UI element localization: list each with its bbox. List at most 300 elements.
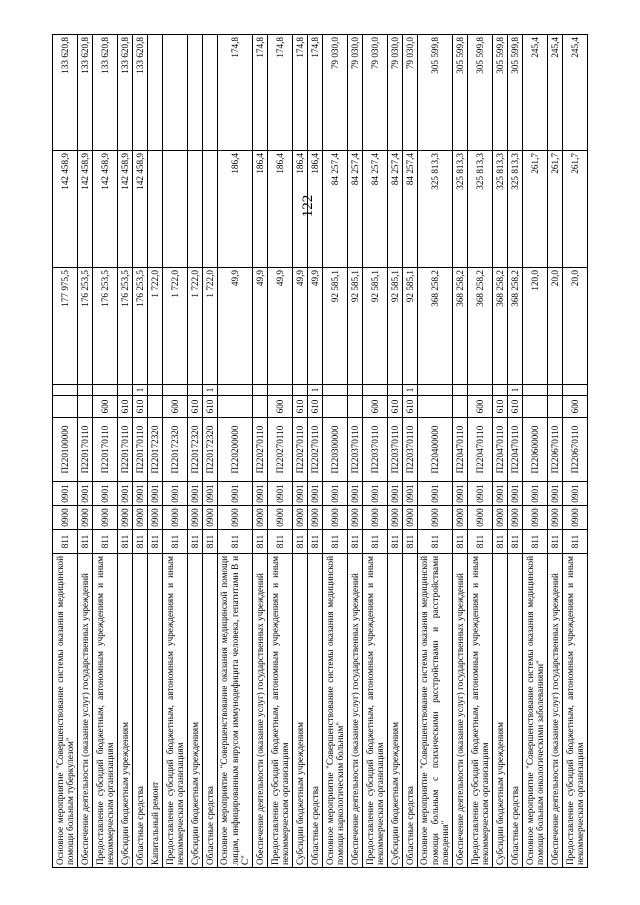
expense-type-cell: 600 [468, 396, 493, 418]
section-cell: 0900 [293, 506, 308, 530]
target-article-cell: П220370110 [348, 418, 363, 482]
funding-source-cell [348, 385, 363, 396]
subsection-cell: 0901 [508, 482, 523, 506]
section-cell: 0900 [493, 506, 508, 530]
amount-year3-cell: 305 599,8 [493, 35, 508, 151]
subsection-cell: 0901 [293, 482, 308, 506]
grbs-cell: 811 [308, 530, 323, 554]
row-name-cell: Основное мероприятие "Совершенствование системы оказания медицинской помощи больным с психическими расстройствами и расстройствами поведения" [418, 554, 453, 868]
section-cell: 0900 [253, 506, 268, 530]
funding-source-cell: 1 [508, 385, 523, 396]
target-article-cell: П220400000 [418, 418, 453, 482]
target-article-cell: П220370110 [388, 418, 403, 482]
grbs-cell: 811 [218, 530, 253, 554]
funding-source-cell: 1 [308, 385, 323, 396]
table-row [308, 35, 323, 868]
target-article-cell: П220172320 [163, 418, 188, 482]
grbs-cell: 811 [363, 530, 388, 554]
subsection-cell: 0901 [563, 482, 588, 506]
table-row [253, 35, 268, 868]
amount-year3-cell: 133 620,8 [118, 35, 133, 151]
section-cell: 0900 [203, 506, 218, 530]
table-row [403, 35, 418, 868]
row-name-cell: Обеспечение деятельности (оказание услуг) государственных учреждений [253, 554, 268, 868]
amount-year2-cell: 142 458,9 [118, 151, 133, 268]
table-row [453, 35, 468, 868]
target-article-cell: П220600000 [523, 418, 548, 482]
grbs-cell: 811 [118, 530, 133, 554]
funding-source-cell [118, 385, 133, 396]
subsection-cell: 0901 [548, 482, 563, 506]
amount-year2-cell: 186,4 [218, 151, 253, 268]
expense-type-cell: 610 [203, 396, 218, 418]
funding-source-cell [268, 385, 293, 396]
amount-year1-cell: 1 722,0 [203, 268, 218, 385]
grbs-cell: 811 [468, 530, 493, 554]
funding-source-cell [548, 385, 563, 396]
row-name-cell: Областные средства [508, 554, 523, 868]
amount-year2-cell [163, 151, 188, 268]
funding-source-cell [148, 385, 163, 396]
section-cell: 0900 [348, 506, 363, 530]
subsection-cell: 0901 [363, 482, 388, 506]
expense-type-cell: 610 [388, 396, 403, 418]
section-cell: 0900 [548, 506, 563, 530]
target-article-cell: П220670110 [563, 418, 588, 482]
amount-year2-cell: 84 257,4 [323, 151, 348, 268]
funding-source-cell [363, 385, 388, 396]
target-article-cell: П220172320 [203, 418, 218, 482]
budget-table [52, 34, 588, 868]
table-row [323, 35, 348, 868]
row-name-cell: Основное мероприятие "Совершенствование системы оказания медицинской помощи больным туберкулезом" [53, 554, 78, 868]
subsection-cell: 0901 [218, 482, 253, 506]
section-cell: 0900 [563, 506, 588, 530]
subsection-cell: 0901 [163, 482, 188, 506]
section-cell: 0900 [118, 506, 133, 530]
subsection-cell: 0901 [453, 482, 468, 506]
funding-source-cell [388, 385, 403, 396]
row-name-cell: Субсидии бюджетным учреждениям [388, 554, 403, 868]
amount-year1-cell: 92 585,1 [323, 268, 348, 385]
amount-year1-cell: 49,9 [308, 268, 323, 385]
table-row [363, 35, 388, 868]
table-row [388, 35, 403, 868]
table-row [523, 35, 548, 868]
subsection-cell: 0901 [188, 482, 203, 506]
amount-year2-cell [148, 151, 163, 268]
subsection-cell: 0901 [118, 482, 133, 506]
subsection-cell: 0901 [53, 482, 78, 506]
section-cell: 0900 [453, 506, 468, 530]
funding-source-cell [523, 385, 548, 396]
section-cell: 0900 [78, 506, 93, 530]
amount-year1-cell: 20,0 [563, 268, 588, 385]
grbs-cell: 811 [348, 530, 363, 554]
amount-year3-cell [188, 35, 203, 151]
amount-year2-cell: 142 458,9 [78, 151, 93, 268]
table-row [53, 35, 78, 868]
amount-year1-cell: 1 722,0 [188, 268, 203, 385]
amount-year3-cell: 174,8 [268, 35, 293, 151]
grbs-cell: 811 [203, 530, 218, 554]
row-name-cell: Предоставление субсидий бюджетным, автономным учреждениям и иным некоммерческим организациям [468, 554, 493, 868]
amount-year1-cell: 92 585,1 [348, 268, 363, 385]
row-name-cell: Обеспечение деятельности (оказание услуг) государственных учреждений [453, 554, 468, 868]
table-row [218, 35, 253, 868]
expense-type-cell: 600 [163, 396, 188, 418]
row-name-cell: Областные средства [133, 554, 148, 868]
amount-year2-cell: 325 813,3 [493, 151, 508, 268]
amount-year1-cell: 177 975,5 [53, 268, 78, 385]
amount-year2-cell: 261,7 [523, 151, 548, 268]
table-row [268, 35, 293, 868]
amount-year3-cell [148, 35, 163, 151]
table-row [468, 35, 493, 868]
amount-year3-cell: 174,8 [253, 35, 268, 151]
funding-source-cell [188, 385, 203, 396]
amount-year2-cell: 325 813,3 [453, 151, 468, 268]
expense-type-cell [523, 396, 548, 418]
grbs-cell: 811 [78, 530, 93, 554]
amount-year2-cell: 84 257,4 [363, 151, 388, 268]
expense-type-cell [548, 396, 563, 418]
amount-year3-cell: 174,8 [218, 35, 253, 151]
funding-source-cell [253, 385, 268, 396]
grbs-cell: 811 [388, 530, 403, 554]
expense-type-cell: 610 [308, 396, 323, 418]
grbs-cell: 811 [418, 530, 453, 554]
target-article-cell: П220170110 [93, 418, 118, 482]
amount-year2-cell: 142 458,9 [93, 151, 118, 268]
funding-source-cell [293, 385, 308, 396]
amount-year1-cell: 176 253,5 [78, 268, 93, 385]
amount-year3-cell: 305 599,8 [418, 35, 453, 151]
section-cell: 0900 [188, 506, 203, 530]
row-name-cell: Предоставление субсидий бюджетным, автономным учреждениям и иным некоммерческим организациям [268, 554, 293, 868]
expense-type-cell: 610 [118, 396, 133, 418]
expense-type-cell: 610 [403, 396, 418, 418]
grbs-cell: 811 [563, 530, 588, 554]
row-name-cell: Субсидии бюджетным учреждениям [188, 554, 203, 868]
row-name-cell: Областные средства [403, 554, 418, 868]
table-row [133, 35, 148, 868]
amount-year1-cell: 368 258,2 [453, 268, 468, 385]
amount-year1-cell: 368 258,2 [468, 268, 493, 385]
grbs-cell: 811 [188, 530, 203, 554]
target-article-cell: П220670110 [548, 418, 563, 482]
amount-year1-cell: 49,9 [253, 268, 268, 385]
subsection-cell: 0901 [308, 482, 323, 506]
amount-year1-cell: 176 253,5 [133, 268, 148, 385]
section-cell: 0900 [93, 506, 118, 530]
row-name-cell: Обеспечение деятельности (оказание услуг) государственных учреждений [348, 554, 363, 868]
grbs-cell: 811 [163, 530, 188, 554]
row-name-cell: Основное мероприятие "Совершенствование системы оказания медицинской помощи наркологическим больным" [323, 554, 348, 868]
amount-year1-cell: 176 253,5 [118, 268, 133, 385]
expense-type-cell [148, 396, 163, 418]
expense-type-cell: 610 [508, 396, 523, 418]
table-row [418, 35, 453, 868]
amount-year2-cell: 142 458,9 [133, 151, 148, 268]
table-row [563, 35, 588, 868]
row-name-cell: Обеспечение деятельности (оказание услуг) государственных учреждений [548, 554, 563, 868]
subsection-cell: 0901 [93, 482, 118, 506]
section-cell: 0900 [403, 506, 418, 530]
table-row [188, 35, 203, 868]
table-row [148, 35, 163, 868]
expense-type-cell: 610 [188, 396, 203, 418]
amount-year1-cell: 49,9 [293, 268, 308, 385]
subsection-cell: 0901 [203, 482, 218, 506]
amount-year1-cell: 368 258,2 [508, 268, 523, 385]
section-cell: 0900 [218, 506, 253, 530]
grbs-cell: 811 [548, 530, 563, 554]
expense-type-cell [218, 396, 253, 418]
subsection-cell: 0901 [523, 482, 548, 506]
grbs-cell: 811 [493, 530, 508, 554]
expense-type-cell [348, 396, 363, 418]
row-name-cell: Областные средства [308, 554, 323, 868]
amount-year2-cell: 186,4 [308, 151, 323, 268]
budget-table-container [52, 35, 585, 868]
section-cell: 0900 [163, 506, 188, 530]
page-number: 122 [300, 194, 316, 218]
amount-year3-cell [163, 35, 188, 151]
subsection-cell: 0901 [468, 482, 493, 506]
amount-year3-cell: 245,4 [563, 35, 588, 151]
amount-year3-cell: 133 620,8 [53, 35, 78, 151]
expense-type-cell: 600 [93, 396, 118, 418]
subsection-cell: 0901 [148, 482, 163, 506]
amount-year3-cell: 79 030,0 [363, 35, 388, 151]
amount-year1-cell: 49,9 [268, 268, 293, 385]
expense-type-cell [418, 396, 453, 418]
section-cell: 0900 [268, 506, 293, 530]
grbs-cell: 811 [133, 530, 148, 554]
funding-source-cell [93, 385, 118, 396]
amount-year3-cell: 133 620,8 [93, 35, 118, 151]
amount-year1-cell: 368 258,2 [493, 268, 508, 385]
section-cell: 0900 [308, 506, 323, 530]
funding-source-cell [53, 385, 78, 396]
expense-type-cell: 610 [293, 396, 308, 418]
section-cell: 0900 [148, 506, 163, 530]
subsection-cell: 0901 [133, 482, 148, 506]
expense-type-cell [78, 396, 93, 418]
section-cell: 0900 [53, 506, 78, 530]
amount-year2-cell: 186,4 [268, 151, 293, 268]
target-article-cell: П220200000 [218, 418, 253, 482]
amount-year1-cell: 20,0 [548, 268, 563, 385]
amount-year3-cell: 79 030,0 [388, 35, 403, 151]
table-row [548, 35, 563, 868]
subsection-cell: 0901 [348, 482, 363, 506]
expense-type-cell: 600 [268, 396, 293, 418]
amount-year2-cell [188, 151, 203, 268]
target-article-cell: П220270110 [268, 418, 293, 482]
funding-source-cell [453, 385, 468, 396]
row-name-cell: Субсидии бюджетным учреждениям [293, 554, 308, 868]
target-article-cell: П220470110 [453, 418, 468, 482]
section-cell: 0900 [523, 506, 548, 530]
row-name-cell: Областные средства [203, 554, 218, 868]
target-article-cell: П220300000 [323, 418, 348, 482]
amount-year3-cell: 245,4 [523, 35, 548, 151]
amount-year3-cell: 174,8 [308, 35, 323, 151]
row-name-cell: Предоставление субсидий бюджетным, автономным учреждениям и иным некоммерческим организациям [363, 554, 388, 868]
expense-type-cell: 610 [493, 396, 508, 418]
target-article-cell: П220172320 [188, 418, 203, 482]
amount-year2-cell: 186,4 [293, 151, 308, 268]
expense-type-cell [253, 396, 268, 418]
amount-year1-cell: 92 585,1 [403, 268, 418, 385]
amount-year3-cell: 174,8 [293, 35, 308, 151]
funding-source-cell [493, 385, 508, 396]
target-article-cell: П220100000 [53, 418, 78, 482]
grbs-cell: 811 [403, 530, 418, 554]
amount-year2-cell: 84 257,4 [403, 151, 418, 268]
grbs-cell: 811 [268, 530, 293, 554]
funding-source-cell [163, 385, 188, 396]
amount-year1-cell: 92 585,1 [363, 268, 388, 385]
subsection-cell: 0901 [268, 482, 293, 506]
amount-year2-cell: 261,7 [563, 151, 588, 268]
amount-year3-cell: 133 620,8 [133, 35, 148, 151]
amount-year1-cell: 368 258,2 [418, 268, 453, 385]
row-name-cell: Основное мероприятие "Совершенствование оказания медицинской помощи лицам, инфицированным вирусом иммунодефицита человека, гепатитами В и С" [218, 554, 253, 868]
target-article-cell: П220170110 [118, 418, 133, 482]
row-name-cell: Капитальный ремонт [148, 554, 163, 868]
amount-year1-cell: 92 585,1 [388, 268, 403, 385]
amount-year2-cell: 261,7 [548, 151, 563, 268]
funding-source-cell [218, 385, 253, 396]
amount-year3-cell: 79 030,0 [323, 35, 348, 151]
row-name-cell: Предоставление субсидий бюджетным, автономным учреждениям и иным некоммерческим организациям [93, 554, 118, 868]
grbs-cell: 811 [293, 530, 308, 554]
row-name-cell: Основное мероприятие "Совершенствование системы оказания медицинской помощи больным онкологическими заболеваниями" [523, 554, 548, 868]
target-article-cell: П220170110 [133, 418, 148, 482]
amount-year2-cell [203, 151, 218, 268]
amount-year1-cell: 49,9 [218, 268, 253, 385]
section-cell: 0900 [418, 506, 453, 530]
row-name-cell: Обеспечение деятельности (оказание услуг) государственных учреждений [78, 554, 93, 868]
target-article-cell: П220270110 [253, 418, 268, 482]
amount-year2-cell: 325 813,3 [508, 151, 523, 268]
table-row [118, 35, 133, 868]
amount-year1-cell: 120,0 [523, 268, 548, 385]
expense-type-cell: 600 [363, 396, 388, 418]
section-cell: 0900 [323, 506, 348, 530]
amount-year2-cell: 142 458,9 [53, 151, 78, 268]
table-row [93, 35, 118, 868]
row-name-cell: Предоставление субсидий бюджетным, автономным учреждениям и иным некоммерческим организациям [163, 554, 188, 868]
funding-source-cell: 1 [403, 385, 418, 396]
grbs-cell: 811 [453, 530, 468, 554]
row-name-cell: Субсидии бюджетным учреждениям [118, 554, 133, 868]
target-article-cell: П220470110 [508, 418, 523, 482]
grbs-cell: 811 [93, 530, 118, 554]
subsection-cell: 0901 [388, 482, 403, 506]
funding-source-cell: 1 [133, 385, 148, 396]
amount-year3-cell: 305 599,8 [508, 35, 523, 151]
amount-year2-cell: 325 813,3 [418, 151, 453, 268]
expense-type-cell: 610 [133, 396, 148, 418]
grbs-cell: 811 [253, 530, 268, 554]
row-name-cell: Предоставление субсидий бюджетным, автономным учреждениям и иным некоммерческим организациям [563, 554, 588, 868]
subsection-cell: 0901 [253, 482, 268, 506]
amount-year2-cell: 186,4 [253, 151, 268, 268]
amount-year1-cell: 1 722,0 [148, 268, 163, 385]
amount-year2-cell: 84 257,4 [388, 151, 403, 268]
amount-year3-cell: 245,4 [548, 35, 563, 151]
amount-year3-cell: 305 599,8 [453, 35, 468, 151]
funding-source-cell [323, 385, 348, 396]
grbs-cell: 811 [508, 530, 523, 554]
subsection-cell: 0901 [323, 482, 348, 506]
subsection-cell: 0901 [403, 482, 418, 506]
target-article-cell: П220172320 [148, 418, 163, 482]
amount-year3-cell [203, 35, 218, 151]
section-cell: 0900 [508, 506, 523, 530]
amount-year2-cell: 325 813,3 [468, 151, 493, 268]
grbs-cell: 811 [148, 530, 163, 554]
target-article-cell: П220470110 [468, 418, 493, 482]
funding-source-cell [468, 385, 493, 396]
subsection-cell: 0901 [418, 482, 453, 506]
amount-year3-cell: 133 620,8 [78, 35, 93, 151]
funding-source-cell: 1 [203, 385, 218, 396]
amount-year1-cell: 176 253,5 [93, 268, 118, 385]
funding-source-cell [563, 385, 588, 396]
grbs-cell: 811 [53, 530, 78, 554]
grbs-cell: 811 [323, 530, 348, 554]
section-cell: 0900 [133, 506, 148, 530]
target-article-cell: П220370110 [403, 418, 418, 482]
subsection-cell: 0901 [78, 482, 93, 506]
expense-type-cell [453, 396, 468, 418]
table-row [348, 35, 363, 868]
table-body [53, 35, 588, 868]
section-cell: 0900 [468, 506, 493, 530]
table-row [508, 35, 523, 868]
expense-type-cell [53, 396, 78, 418]
target-article-cell: П220170110 [78, 418, 93, 482]
amount-year3-cell: 305 599,8 [468, 35, 493, 151]
section-cell: 0900 [388, 506, 403, 530]
table-row [203, 35, 218, 868]
amount-year3-cell: 79 030,0 [348, 35, 363, 151]
table-row [78, 35, 93, 868]
subsection-cell: 0901 [493, 482, 508, 506]
target-article-cell: П220470110 [493, 418, 508, 482]
funding-source-cell [418, 385, 453, 396]
table-row [163, 35, 188, 868]
expense-type-cell [323, 396, 348, 418]
section-cell: 0900 [363, 506, 388, 530]
table-row [293, 35, 308, 868]
row-name-cell: Субсидии бюджетным учреждениям [493, 554, 508, 868]
target-article-cell: П220270110 [293, 418, 308, 482]
target-article-cell: П220370110 [363, 418, 388, 482]
target-article-cell: П220270110 [308, 418, 323, 482]
funding-source-cell [78, 385, 93, 396]
table-row [493, 35, 508, 868]
expense-type-cell: 600 [563, 396, 588, 418]
amount-year1-cell: 1 722,0 [163, 268, 188, 385]
amount-year3-cell: 79 030,0 [403, 35, 418, 151]
grbs-cell: 811 [523, 530, 548, 554]
